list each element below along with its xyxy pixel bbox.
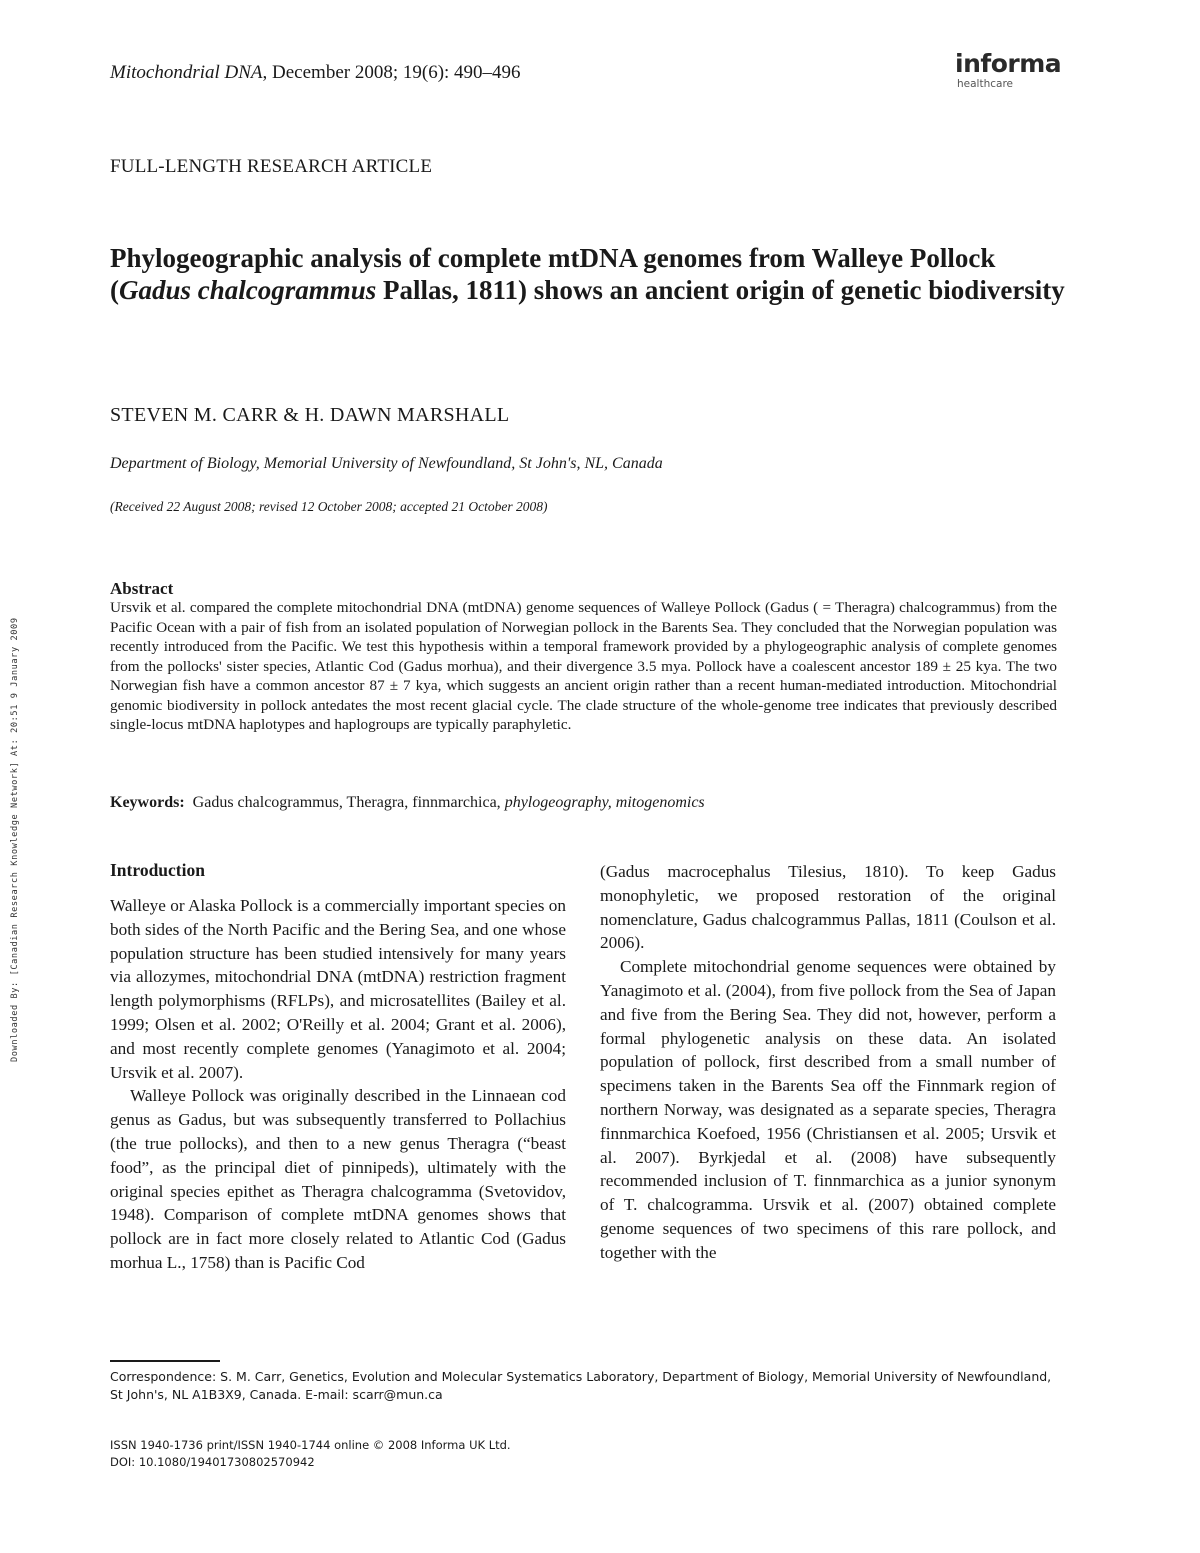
article-type: FULL-LENGTH RESEARCH ARTICLE <box>110 156 433 177</box>
keywords-plain: Gadus chalcogrammus, Theragra, finnmarchica, <box>192 794 505 811</box>
title-species: Gadus chalcogrammus <box>119 275 377 305</box>
publisher-logo <box>955 50 1061 90</box>
authors: STEVEN M. CARR & H. DAWN MARSHALL <box>110 404 510 426</box>
intro-paragraph: (Gadus macrocephalus Tilesius, 1810). To keep Gadus monophyletic, we proposed restoration of the original nomenclature, Gadus chalcogrammus Pallas, 1811 (Coulson et al. 2006). <box>600 862 1056 953</box>
affiliation: Department of Biology, Memorial University of Newfoundland, St John's, NL, Canada <box>110 455 663 472</box>
keywords <box>110 794 705 812</box>
journal-citation <box>110 62 521 84</box>
logo-subtitle: healthcare <box>957 78 1013 90</box>
issn-block <box>110 1437 511 1471</box>
intro-paragraph: Walleye or Alaska Pollock is a commercially important species on both sides of the North Pacific and the Bering Sea, and one whose population structure has been studied intensively for many years via allozymes, mitochondrial DNA (mtDNA) restriction fragment length polymorphisms (RFLPs), and microsatellites (Bailey et al. 1999; Olsen et al. 2002; O'Reilly et al. 2004; Grant et al. 2006), and most recently complete genomes (Yanagimoto et al. 2004; Ursvik et al. 2007). <box>110 896 566 1082</box>
correspondence-note: Correspondence: S. M. Carr, Genetics, Evolution and Molecular Systematics Laboratory, Department of Biology, Memorial University of Newfoundland, St John's, NL A1B3X9, Canada. E-mail: scarr@mun.ca <box>110 1369 1052 1402</box>
intro-paragraph: Complete mitochondrial genome sequences were obtained by Yanagimoto et al. (2004), from five pollock from the Sea of Japan and five from the Bering Sea. They did not, however, perform a formal phylogenetic analysis on these data. An isolated population of pollock, first described from a small number of specimens taken in the Barents Sea off the Finnmark region of northern Norway, was designated as a separate species, Theragra finnmarchica Koefoed, 1956 (Christiansen et al. 2005; Ursvik et al. 2007). Byrkjedal et al. (2008) have subsequently recommended inclusion of T. finnmarchica as a junior synonym of T. chalcogramma. Ursvik et al. (2007) obtained complete genome sequences of two specimens of this rare pollock, and together with the <box>600 957 1056 1262</box>
doi-line: DOI: 10.1080/19401730802570942 <box>110 1455 315 1469</box>
journal-name: Mitochondrial DNA <box>110 62 263 83</box>
left-column <box>110 894 566 1275</box>
logo-wordmark: informa <box>955 49 1062 78</box>
title-part-1: Phylogeographic analysis of complete mtDNA genomes from Walleye Pollock ( <box>110 243 996 305</box>
intro-paragraph: Walleye Pollock was originally described in the Linnaean cod genus as Gadus, but was subsequently transferred to Pollachius (the true pollocks), and then to a new genus Theragra (“beast food”, as the principal diet of pinnipeds), ultimately with the original species epithet as Theragra chalcogramma (Svetovidov, 1948). Comparison of complete mtDNA genomes shows that pollock are in fact more closely related to Atlantic Cod (Gadus morhua L., 1758) than is Pacific Cod <box>110 1086 566 1272</box>
keywords-label: Keywords: <box>110 794 185 811</box>
title-part-2: Pallas, 1811) shows an ancient origin of genetic biodiversity <box>376 275 1065 305</box>
journal-issue: , December 2008; 19(6): 490–496 <box>262 62 521 83</box>
keywords-italic: phylogeography, mitogenomics <box>504 794 705 811</box>
issn-line: ISSN 1940-1736 print/ISSN 1940-1744 online © 2008 Informa UK Ltd. <box>110 1438 511 1452</box>
received-dates: (Received 22 August 2008; revised 12 October 2008; accepted 21 October 2008) <box>110 499 548 514</box>
download-stamp-text: Downloaded By: [Canadian Research Knowledge Network] At: 20:51 9 January 2009 <box>10 617 20 1062</box>
introduction-heading: Introduction <box>110 860 205 880</box>
abstract-heading: Abstract <box>110 579 174 598</box>
footnote-rule <box>110 1360 220 1362</box>
article-title <box>110 242 1070 306</box>
abstract-text: Ursvik et al. compared the complete mitochondrial DNA (mtDNA) genome sequences of Walleye Pollock (Gadus ( = Theragra) chalcogrammus) from the Pacific Ocean with a pair of fish from an isolated population of Norwegian pollock in the Barents Sea. They concluded that the Norwegian population was recently introduced from the Pacific. We test this hypothesis within a temporal framework provided by a phylogeographic analysis of complete genomes from the pollocks' sister species, Atlantic Cod (Gadus morhua), and their divergence 3.5 mya. Pollock have a coalescent ancestor 189 ± 25 kya. The two Norwegian fish have a common ancestor 87 ± 7 kya, which suggests an ancient origin rather than a recent human-mediated introduction. Mitochondrial genomic biodiversity in pollock antedates the most recent glacial cycle. The clade structure of the whole-genome tree indicates that previously described single-locus mtDNA haplotypes and haplogroups are typically paraphyletic. <box>110 599 1057 733</box>
download-stamp <box>0 502 18 1062</box>
right-column <box>600 860 1056 1265</box>
